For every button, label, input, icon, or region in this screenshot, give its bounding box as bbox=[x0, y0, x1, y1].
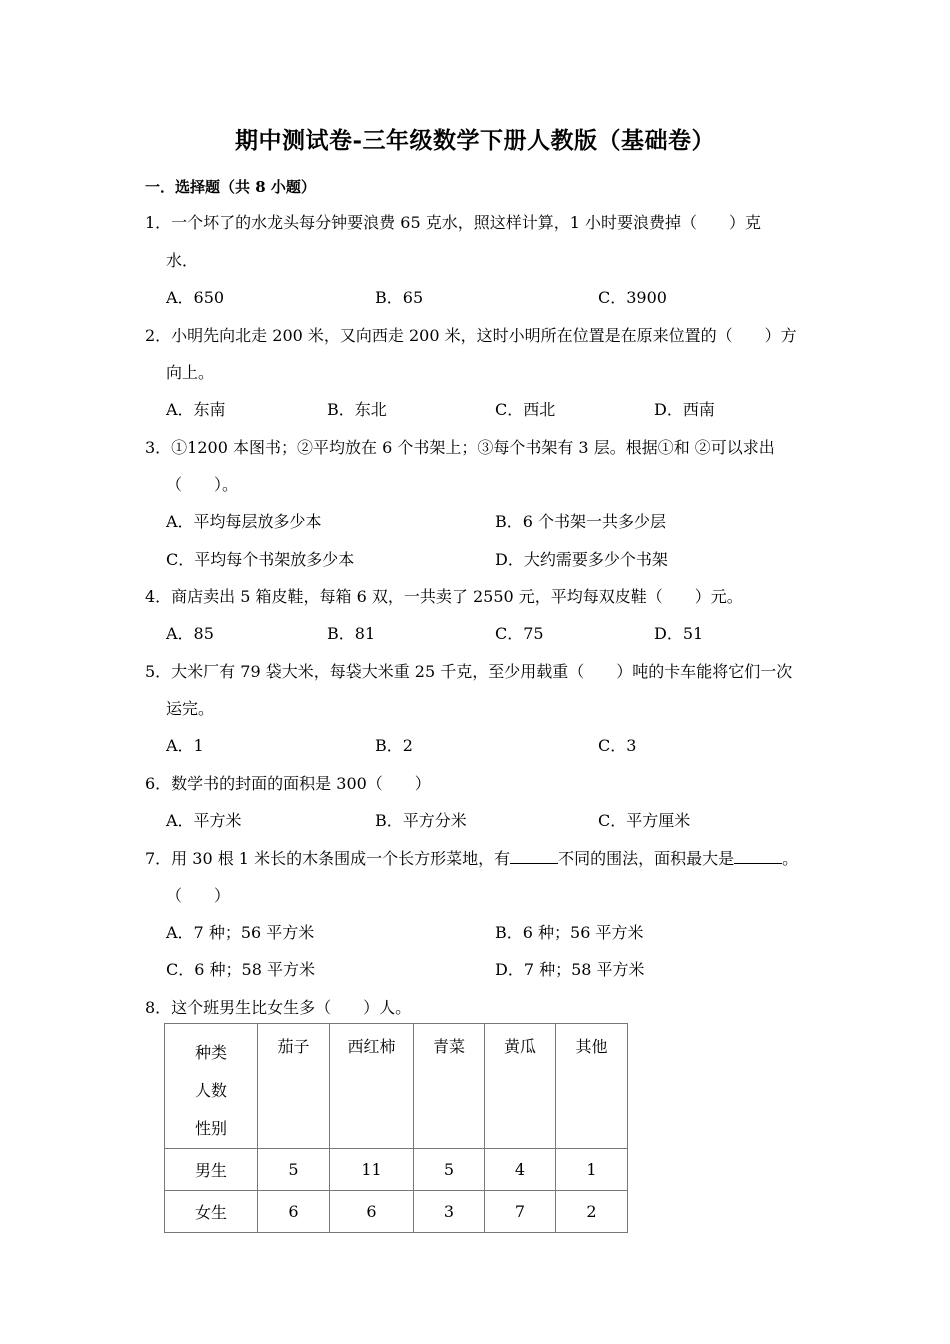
table-header-cell: 茄子 bbox=[258, 1024, 330, 1149]
corner-label-count: 人数 bbox=[194, 1081, 227, 1100]
question-6-text: 6．数学书的封面的面积是 300（ ） bbox=[145, 774, 431, 793]
table-cell: 6 bbox=[330, 1191, 414, 1233]
table-cell: 4 bbox=[485, 1149, 556, 1191]
question-4-option-d[interactable]: D．51 bbox=[654, 624, 704, 643]
question-2-option-c[interactable]: C．西北 bbox=[495, 400, 556, 419]
question-3-option-c[interactable]: C．平均每个书架放多少本 bbox=[166, 550, 355, 569]
question-3-option-d[interactable]: D．大约需要多少个书架 bbox=[495, 550, 668, 569]
question-4-option-b[interactable]: B．81 bbox=[327, 624, 376, 643]
table-header-cell: 西红柿 bbox=[330, 1024, 414, 1149]
table-cell: 11 bbox=[330, 1149, 414, 1191]
question-5-text: 5．大米厂有 79 袋大米，每袋大米重 25 千克，至少用载重（ ）吨的卡车能将它们一次 bbox=[145, 662, 793, 681]
question-7-option-a[interactable]: A．7 种；56 平方米 bbox=[166, 923, 315, 942]
table-cell: 7 bbox=[485, 1191, 556, 1233]
question-5-option-a[interactable]: A．1 bbox=[166, 736, 204, 755]
question-5-option-c[interactable]: C．3 bbox=[598, 736, 637, 755]
question-7-text-pre: 7．用 30 根 1 米长的木条围成一个长方形菜地，有 bbox=[145, 849, 511, 868]
table-header-cell: 青菜 bbox=[414, 1024, 485, 1149]
question-7-text bbox=[145, 846, 798, 869]
question-4-option-c[interactable]: C．75 bbox=[495, 624, 544, 643]
table-row bbox=[165, 1191, 628, 1233]
section-heading: 一．选择题（共 8 小题） bbox=[145, 178, 316, 196]
table-cell: 5 bbox=[414, 1149, 485, 1191]
question-7-text-cont: （ ） bbox=[166, 886, 231, 905]
question-1-option-a[interactable]: A．650 bbox=[166, 288, 225, 307]
table-row-label: 男生 bbox=[165, 1149, 258, 1191]
table-corner-cell bbox=[165, 1024, 258, 1149]
question-4-text: 4．商店卖出 5 箱皮鞋，每箱 6 双，一共卖了 2550 元，平均每双皮鞋（ ）元。 bbox=[145, 587, 743, 606]
question-6-option-c[interactable]: C．平方厘米 bbox=[598, 811, 691, 830]
table-cell: 6 bbox=[258, 1191, 330, 1233]
question-7-option-d[interactable]: D．7 种；58 平方米 bbox=[495, 960, 645, 979]
table-cell: 1 bbox=[556, 1149, 628, 1191]
question-1-text: 1．一个坏了的水龙头每分钟要浪费 65 克水，照这样计算，1 小时要浪费掉（ ）克 bbox=[145, 213, 761, 232]
question-1-text-cont: 水． bbox=[166, 251, 199, 270]
question-2-option-b[interactable]: B．东北 bbox=[327, 400, 387, 419]
question-8-text: 8．这个班男生比女生多（ ）人。 bbox=[145, 998, 412, 1017]
question-3-option-a[interactable]: A．平均每层放多少本 bbox=[166, 512, 322, 531]
answer-blank-1[interactable] bbox=[510, 849, 558, 864]
page-title: 期中测试卷-三年级数学下册人教版（基础卷） bbox=[234, 127, 716, 154]
question-7-option-b[interactable]: B．6 种；56 平方米 bbox=[495, 923, 644, 942]
table-cell: 2 bbox=[556, 1191, 628, 1233]
question-7-text-end: 。 bbox=[782, 849, 799, 868]
question-3-text: 3．①1200 本图书；②平均放在 6 个书架上；③每个书架有 3 层。根据①和 ②可以求出 bbox=[145, 438, 775, 457]
table-header-cell: 黄瓜 bbox=[485, 1024, 556, 1149]
corner-label-category: 种类 bbox=[194, 1043, 227, 1062]
table-header-row bbox=[165, 1024, 628, 1149]
question-1-option-b[interactable]: B．65 bbox=[375, 288, 424, 307]
table-header-cell: 其他 bbox=[556, 1024, 628, 1149]
question-1-option-c[interactable]: C．3900 bbox=[598, 288, 667, 307]
question-6-option-b[interactable]: B．平方分米 bbox=[375, 811, 467, 830]
vegetable-preference-table bbox=[164, 1023, 628, 1233]
question-2-option-d[interactable]: D．西南 bbox=[654, 400, 715, 419]
question-5-text-cont: 运完。 bbox=[166, 699, 215, 718]
question-3-option-b[interactable]: B．6 个书架一共多少层 bbox=[495, 512, 667, 531]
question-7-text-mid: 不同的围法，面积最大是 bbox=[558, 849, 735, 868]
question-2-text-cont: 向上。 bbox=[166, 363, 215, 382]
question-2-text: 2．小明先向北走 200 米，又向西走 200 米，这时小明所在位置是在原来位置的（ ）方 bbox=[145, 326, 797, 345]
question-6-option-a[interactable]: A．平方米 bbox=[166, 811, 242, 830]
table-cell: 3 bbox=[414, 1191, 485, 1233]
question-2-option-a[interactable]: A．东南 bbox=[166, 400, 226, 419]
table-row-label: 女生 bbox=[165, 1191, 258, 1233]
question-7-option-c[interactable]: C．6 种；58 平方米 bbox=[166, 960, 315, 979]
table-row bbox=[165, 1149, 628, 1191]
answer-blank-2[interactable] bbox=[734, 849, 782, 864]
table-cell: 5 bbox=[258, 1149, 330, 1191]
question-5-option-b[interactable]: B．2 bbox=[375, 736, 413, 755]
corner-label-gender: 性别 bbox=[194, 1119, 227, 1138]
question-4-option-a[interactable]: A．85 bbox=[166, 624, 214, 643]
question-3-text-cont: （ ）。 bbox=[166, 475, 239, 494]
